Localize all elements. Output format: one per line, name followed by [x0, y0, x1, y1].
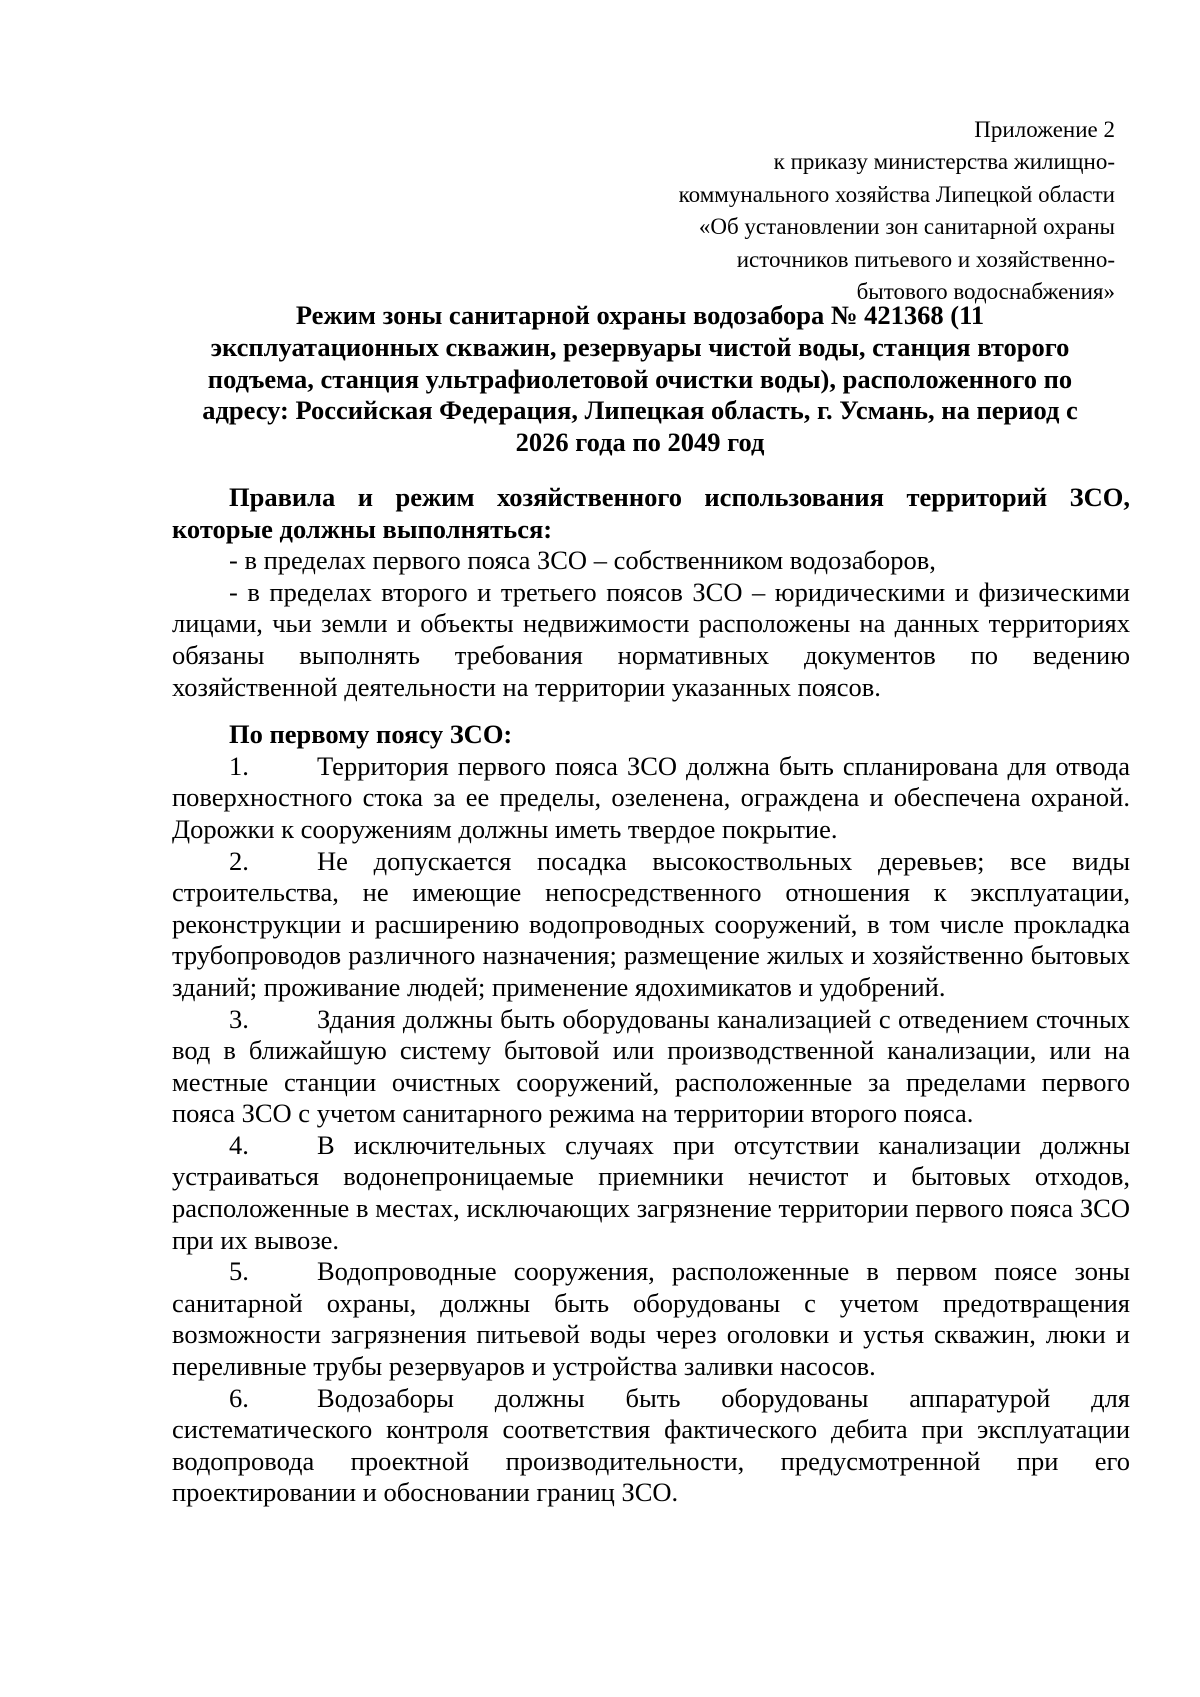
- appendix-line: бытового водоснабжения»: [856, 279, 1115, 305]
- first-zone-item: [172, 1256, 1130, 1382]
- item-number: 2.: [229, 845, 249, 876]
- item-text: Территория первого пояса ЗСО должна быть спланирована для отвода поверхностного стока за ее пределы, озеленена, ограждена и обеспечена охраной. Дорожки к сооружениям должны иметь твердое покрытие.: [172, 750, 1130, 844]
- first-zone-item: [172, 751, 1130, 846]
- item-number: 1.: [229, 750, 249, 781]
- first-zone-item: [172, 846, 1130, 1004]
- item-number: 5.: [229, 1256, 249, 1287]
- item-number: 3.: [229, 1003, 249, 1034]
- document-body: [172, 482, 1130, 1509]
- appendix-line: источников питьевого и хозяйственно-: [736, 246, 1115, 272]
- rules-item-first-zone: - в пределах первого пояса ЗСО – собственником водозаборов,: [229, 545, 936, 576]
- appendix-line: «Об установлении зон санитарной охраны: [698, 214, 1115, 240]
- item-number: 6.: [229, 1382, 249, 1413]
- title-line: Режим зоны санитарной охраны водозабора № 421368 (11: [295, 300, 985, 330]
- first-zone-heading: По первому поясу ЗСО:: [229, 719, 513, 750]
- first-zone-item: [172, 1130, 1130, 1256]
- item-text: Водозаборы должны быть оборудованы аппаратурой для систематического контроля соответствия фактического дебита при эксплуатации водопровода проектной производительности, предусмотренной при его проектировании и обосновании границ ЗСО.: [172, 1382, 1130, 1508]
- first-zone-item: [172, 1383, 1130, 1509]
- item-text: Не допускается посадка высокоствольных деревьев; все виды строительства, не имеющие непосредственного отношения к эксплуатации, реконструкции и расширению водопроводных сооружений, в том числе прокладка трубопроводов различного назначения; размещение жилых и хозяйственно бытовых зданий; проживание людей; применение ядохимикатов и удобрений.: [172, 845, 1130, 1002]
- item-number: 4.: [229, 1129, 249, 1160]
- appendix-header: [679, 114, 1115, 308]
- item-text: В исключительных случаях при отсутствии канализации должны устраиваться водонепроницаемые приемники нечистот и бытовых отходов, расположенные в местах, исключающих загрязнение территории первого пояса ЗСО при их вывозе.: [172, 1129, 1130, 1255]
- appendix-line: коммунального хозяйства Липецкой области: [678, 181, 1115, 207]
- title-line: адресу: Российская Федерация, Липецкая область, г. Усмань, на период с: [202, 395, 1078, 426]
- item-text: Водопроводные сооружения, расположенные в первом поясе зоны санитарной охраны, должны быть оборудованы с учетом предотвращения возможности загрязнения питьевой воды через оголовки и устья скважин, люки и переливные трубы резервуаров и устройства заливки насосов.: [172, 1256, 1130, 1382]
- title-line: подъема, станция ультрафиолетовой очистки воды), расположенного по: [207, 363, 1073, 394]
- appendix-line: к приказу министерства жилищно-: [773, 149, 1115, 175]
- title-line: 2026 года по 2049 год: [515, 427, 765, 458]
- appendix-line: Приложение 2: [974, 117, 1115, 142]
- title-line: эксплуатационных скважин, резервуары чистой воды, станция второго: [210, 331, 1070, 362]
- item-text: Здания должны быть оборудованы канализацией с отведением сточных вод в ближайшую систему бытовой или производственной канализации, или на местные станции очистных сооружений, расположенные за пределами первого пояса ЗСО с учетом санитарного режима на территории второго пояса.: [172, 1003, 1130, 1129]
- rules-item-second-third-zone: - в пределах второго и третьего поясов ЗСО – юридическими и физическими лицами, чьи земли и объекты недвижимости расположены на данных территориях обязаны выполнять требования нормативных документов по ведению хозяйственной деятельности на территории указанных поясов.: [172, 576, 1130, 702]
- first-zone-item: [172, 1004, 1130, 1130]
- document-title: [150, 300, 1130, 459]
- rules-heading: Правила и режим хозяйственного использования территорий ЗСО, которые должны выполняться:: [172, 482, 1130, 544]
